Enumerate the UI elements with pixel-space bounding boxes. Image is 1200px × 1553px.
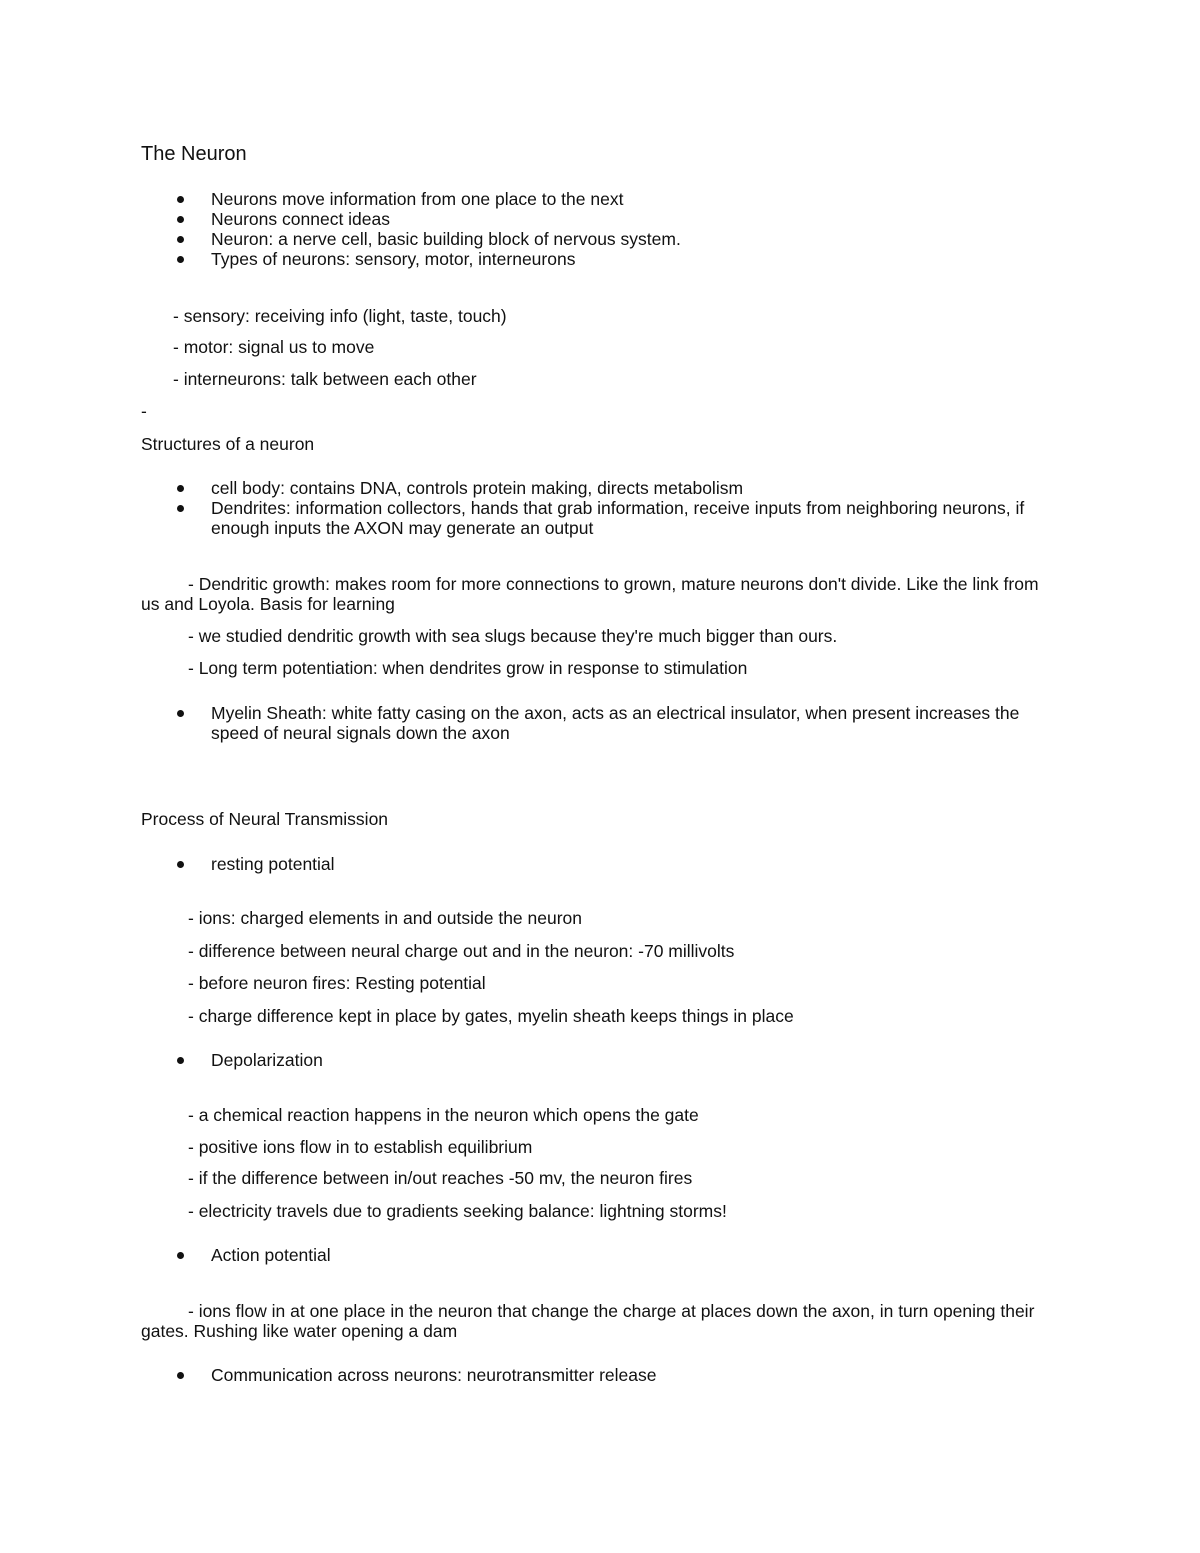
section-heading-structures: Structures of a neuron bbox=[141, 434, 315, 454]
list-item: Neuron: a nerve cell, basic building block of nervous system. bbox=[211, 229, 681, 249]
note-line: - ions flow in at one place in the neuron that change the charge at places down the axon, in turn opening their gates. Rushing like water opening a dam bbox=[141, 1301, 1035, 1341]
note-line: - we studied dendritic growth with sea slugs because they're much bigger than ours. bbox=[188, 626, 838, 646]
bullet-dot bbox=[177, 505, 184, 512]
list-item: Depolarization bbox=[211, 1050, 323, 1070]
note-line: - sensory: receiving info (light, taste, touch) bbox=[173, 306, 507, 326]
list-item: Types of neurons: sensory, motor, interneurons bbox=[211, 249, 576, 269]
bullet-dot bbox=[177, 236, 184, 243]
list-item: cell body: contains DNA, controls protein making, directs metabolism bbox=[211, 478, 744, 498]
note-line: - a chemical reaction happens in the neuron which opens the gate bbox=[188, 1105, 699, 1125]
page-title: The Neuron bbox=[141, 143, 247, 165]
bullet-dot bbox=[177, 216, 184, 223]
bullet-dot bbox=[177, 1057, 184, 1064]
lone-dash: - bbox=[141, 401, 147, 421]
bullet-dot bbox=[177, 710, 184, 717]
list-item: Myelin Sheath: white fatty casing on the axon, acts as an electrical insulator, when present increases the speed of neural signals down the axon bbox=[211, 703, 1020, 743]
bullet-dot bbox=[177, 861, 184, 868]
note-line: - motor: signal us to move bbox=[173, 337, 375, 357]
note-line: - interneurons: talk between each other bbox=[173, 369, 477, 389]
note-line: - before neuron fires: Resting potential bbox=[188, 973, 486, 993]
note-line: - ions: charged elements in and outside the neuron bbox=[188, 908, 583, 928]
note-line: - positive ions flow in to establish equilibrium bbox=[188, 1137, 533, 1157]
note-line: - Dendritic growth: makes room for more connections to grown, mature neurons don't divide. Like the link from us and Loyola. Basis for learning bbox=[141, 574, 1039, 614]
bullet-dot bbox=[177, 1372, 184, 1379]
note-line: - charge difference kept in place by gates, myelin sheath keeps things in place bbox=[188, 1006, 794, 1026]
note-line: - electricity travels due to gradients seeking balance: lightning storms! bbox=[188, 1201, 727, 1221]
list-item: Action potential bbox=[211, 1245, 331, 1265]
list-item: resting potential bbox=[211, 854, 335, 874]
list-item: Dendrites: information collectors, hands that grab information, receive inputs from neighboring neurons, if enough inputs the AXON may generate an output bbox=[211, 498, 1025, 538]
list-item: Neurons move information from one place to the next bbox=[211, 189, 624, 209]
bullet-dot bbox=[177, 485, 184, 492]
note-line: - Long term potentiation: when dendrites grow in response to stimulation bbox=[188, 658, 748, 678]
section-heading-process: Process of Neural Transmission bbox=[141, 809, 389, 829]
bullet-dot bbox=[177, 1252, 184, 1259]
list-item: Neurons connect ideas bbox=[211, 209, 390, 229]
bullet-dot bbox=[177, 196, 184, 203]
bullet-dot bbox=[177, 256, 184, 263]
list-item: Communication across neurons: neurotransmitter release bbox=[211, 1365, 657, 1385]
note-line: - difference between neural charge out and in the neuron: -70 millivolts bbox=[188, 941, 735, 961]
note-line: - if the difference between in/out reaches -50 mv, the neuron fires bbox=[188, 1168, 693, 1188]
